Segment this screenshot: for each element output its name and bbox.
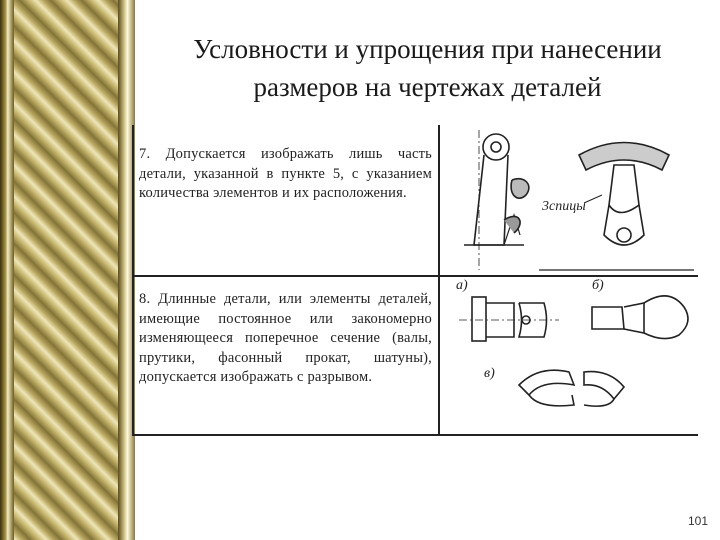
title-line-2: размеров на чертежах деталей: [253, 72, 602, 102]
long-parts-drawing: [444, 277, 698, 433]
rule-8-text: 8. Длинные детали, или элементы деталей, имеющие постоянное или закономерно изменяющееся поперечное сечение (валы, прутики, фасонный прокат, шатуны), допускается изображать с разрывом.: [139, 291, 432, 385]
label-a: а): [456, 278, 468, 293]
page-number: 101: [687, 514, 708, 528]
label-b: б): [592, 278, 604, 293]
table-bottom-border: [132, 434, 698, 436]
partial-part-drawing: [444, 125, 698, 275]
table-left-border: [132, 125, 134, 436]
table-column-divider: [438, 125, 440, 436]
label-v: в): [484, 366, 495, 381]
rule-7-text: 7. Допускается изображать лишь часть детали, указанной в пункте 5, с указанием количества элементов и их расположения.: [139, 146, 432, 201]
spokes-label: 3спицы: [542, 199, 586, 214]
rules-table: [132, 125, 698, 436]
slide-title: [150, 30, 705, 106]
title-line-1: Условности и упрощения при нанесении: [193, 34, 662, 64]
frame-rail-left: [0, 0, 14, 540]
decorative-frame: [0, 0, 135, 540]
